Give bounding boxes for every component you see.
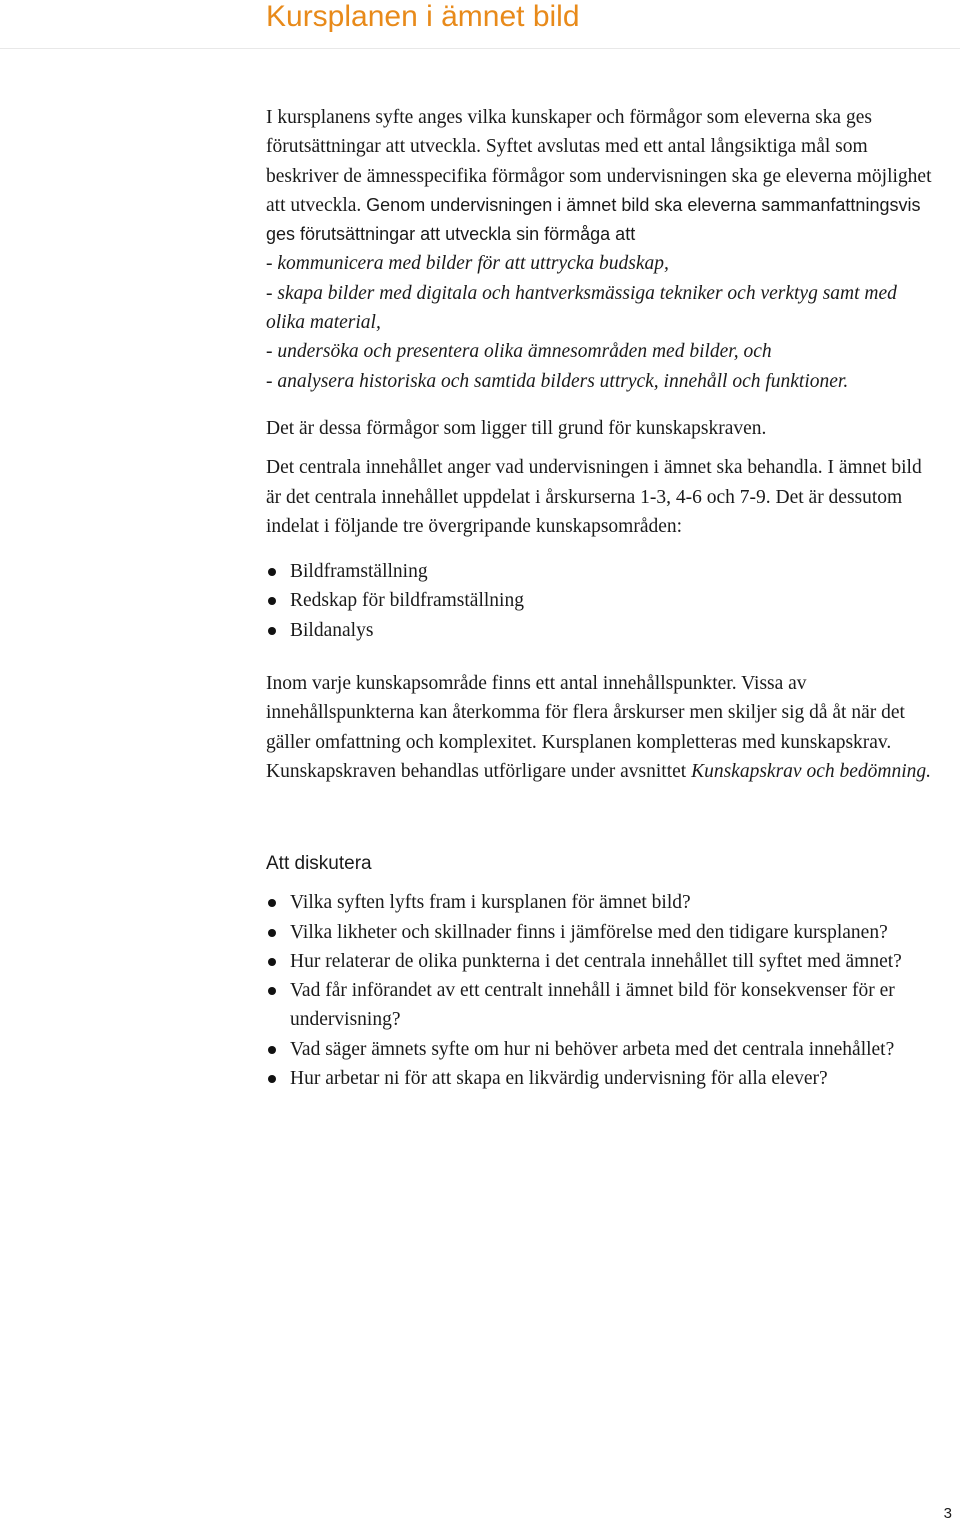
intro-sans-text: Genom undervisningen i ämnet bild ska eleverna sammanfattningsvis ges förutsättningar att utveckla sin förmåga att <box>266 194 921 245</box>
discussion-question: Vilka syften lyfts fram i kursplanen för ämnet bild? <box>266 888 936 917</box>
basis-paragraph: Det är dessa förmågor som ligger till grund för kunskapskraven. <box>266 417 767 439</box>
discussion-question: Hur relaterar de olika punkterna i det centrala innehållet till syftet med ämnet? <box>266 947 936 976</box>
content-points-paragraph <box>266 669 936 786</box>
discuss-heading: Att diskutera <box>266 853 372 875</box>
central-content-paragraph: Det centrala innehållet anger vad undervisningen i ämnet ska behandla. I ämnet bild är det centrala innehållet uppdelat i årskurserna 1-3, 4-6 och 7-9. Det är dessutom indelat i följande tre övergripande kunskapsområden: <box>266 457 922 537</box>
intro-serif-text: I kursplanens syfte anges vilka kunskaper och förmågor som eleverna ska ges förutsättningar att utveckla. Syftet avslutas med ett antal långsiktiga mål som beskriver de ämnesspecifika förmågor som undervisningen ska ge eleverna möjlighet att utveckla. <box>266 107 932 216</box>
discussion-question: Vilka likheter och skillnader finns i jämförelse med den tidigare kursplanen? <box>266 918 936 947</box>
header-divider <box>0 48 960 49</box>
discussion-question: Vad får införandet av ett centralt innehåll i ämnet bild för konsekvenser för er undervisning? <box>266 976 936 1035</box>
ability-item: - skapa bilder med digitala och hantverksmässiga tekniker och verktyg samt med olika material, <box>266 282 897 334</box>
ability-item: - kommunicera med bilder för att uttrycka budskap, <box>266 253 669 275</box>
ability-item: - undersöka och presentera olika ämnesområden med bilder, och <box>266 341 772 363</box>
ability-item: - analysera historiska och samtida bilders uttryck, innehåll och funktioner. <box>266 370 849 392</box>
knowledge-area-item: Bildframställning <box>266 557 936 586</box>
discussion-question: Vad säger ämnets syfte om hur ni behöver arbeta med det centrala innehållet? <box>266 1035 936 1064</box>
discussion-question: Hur arbetar ni för att skapa en likvärdig undervisning för alla elever? <box>266 1064 936 1093</box>
knowledge-areas-list <box>266 557 936 645</box>
content-points-text: Inom varje kunskapsområde finns ett antal innehållspunkter. Vissa av innehållspunkterna kan återkomma för flera årskurser men skiljer sig då åt när det gäller omfattning och komplexitet. Kursplanen kompletteras med kunskapskrav. Kunskapskraven behandlas utförligare under avsnittet <box>266 673 905 782</box>
knowledge-area-item: Redskap för bildframställning <box>266 586 936 615</box>
discussion-questions-list <box>266 888 936 1093</box>
assessment-reference: Kunskapskrav och bedömning. <box>691 760 932 782</box>
page-number: 3 <box>943 1505 952 1522</box>
knowledge-area-item: Bildanalys <box>266 616 936 645</box>
abilities-list <box>266 249 936 395</box>
page-title: Kursplanen i ämnet bild <box>266 0 580 33</box>
intro-paragraph <box>266 103 936 249</box>
main-content <box>266 103 936 1093</box>
